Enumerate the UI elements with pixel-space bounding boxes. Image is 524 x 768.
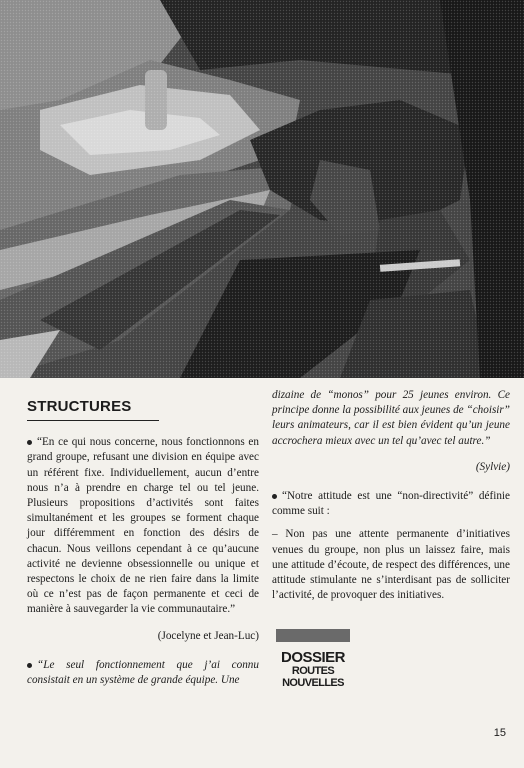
logo-bar [276, 629, 350, 642]
logo-line-3: NOUVELLES [282, 677, 344, 689]
bullet-icon [27, 440, 32, 445]
right-column [272, 388, 510, 603]
quote-block-3 [272, 489, 510, 603]
section-heading: STRUCTURES [27, 399, 159, 421]
logo-line-1: DOSSIER [280, 649, 345, 666]
quote-block-1 [27, 435, 259, 644]
bullet-icon [272, 494, 277, 499]
quote-2-text-start: “Le seul fonctionnement que j’ai connu consistait en un système de grande équipe. Une [27, 658, 259, 687]
quote-2-signature: (Sylvie) [475, 460, 510, 473]
dossier-routes-nouvelles-logo [276, 629, 350, 692]
quote-block-2 [27, 658, 259, 688]
left-column [27, 388, 259, 688]
outdoor-camp-photo [0, 0, 524, 378]
quote-3-intro-text: “Notre attitude est une “non-directivité” définie comme suit : [272, 490, 510, 518]
page-number: 15 [493, 727, 506, 739]
bullet-icon [27, 663, 32, 668]
header-photo [0, 0, 524, 378]
quote-paragraph-3-body: – Non pas une attente permanente d’initiatives venues du groupe, non plus un laissez faire, mais une attitude d’écoute, de respect des différences, une attitude stimulante ne s’interdisant pas de solliciter l’activité, de provoquer des initiatives. [272, 528, 510, 602]
quote-paragraph-1 [27, 435, 259, 617]
quote-1-signature: (Jocelyne et Jean-Luc) [157, 629, 259, 642]
logo-line-2: ROUTES [291, 665, 335, 677]
quote-paragraph-2-start [27, 658, 259, 688]
quote-paragraph-3-intro [272, 489, 510, 519]
quote-paragraph-2-continued: dizaine de “monos” pour 25 jeunes environ. Ce principe donne la possibilité aux jeunes de “choisir” leurs animateurs, car il est bien évident qu’un jeune accrochera mieux avec un tel qu’avec tel autre.” [272, 389, 510, 447]
quote-1-text: “En ce qui nous concerne, nous fonctionnons en grand groupe, refusant une division en équipe avec un référent fixe. Individuellement, aucun d’entre nous n’a à prendre en charge tel ou tel jeune. Plusieurs propositions d’activités sont faites simultanément et les groupes se forment chaque jour différemment en fonction des désirs de chacun. Nous veillons cependant à ce qu’aucune activité ne devienne obsessionnelle ou unique et respectons le choix de ne rien faire dans la limite où ce n’est pas de façon permanente et ceci de manière à sauvegarder la vie communautaire.” [27, 436, 259, 616]
